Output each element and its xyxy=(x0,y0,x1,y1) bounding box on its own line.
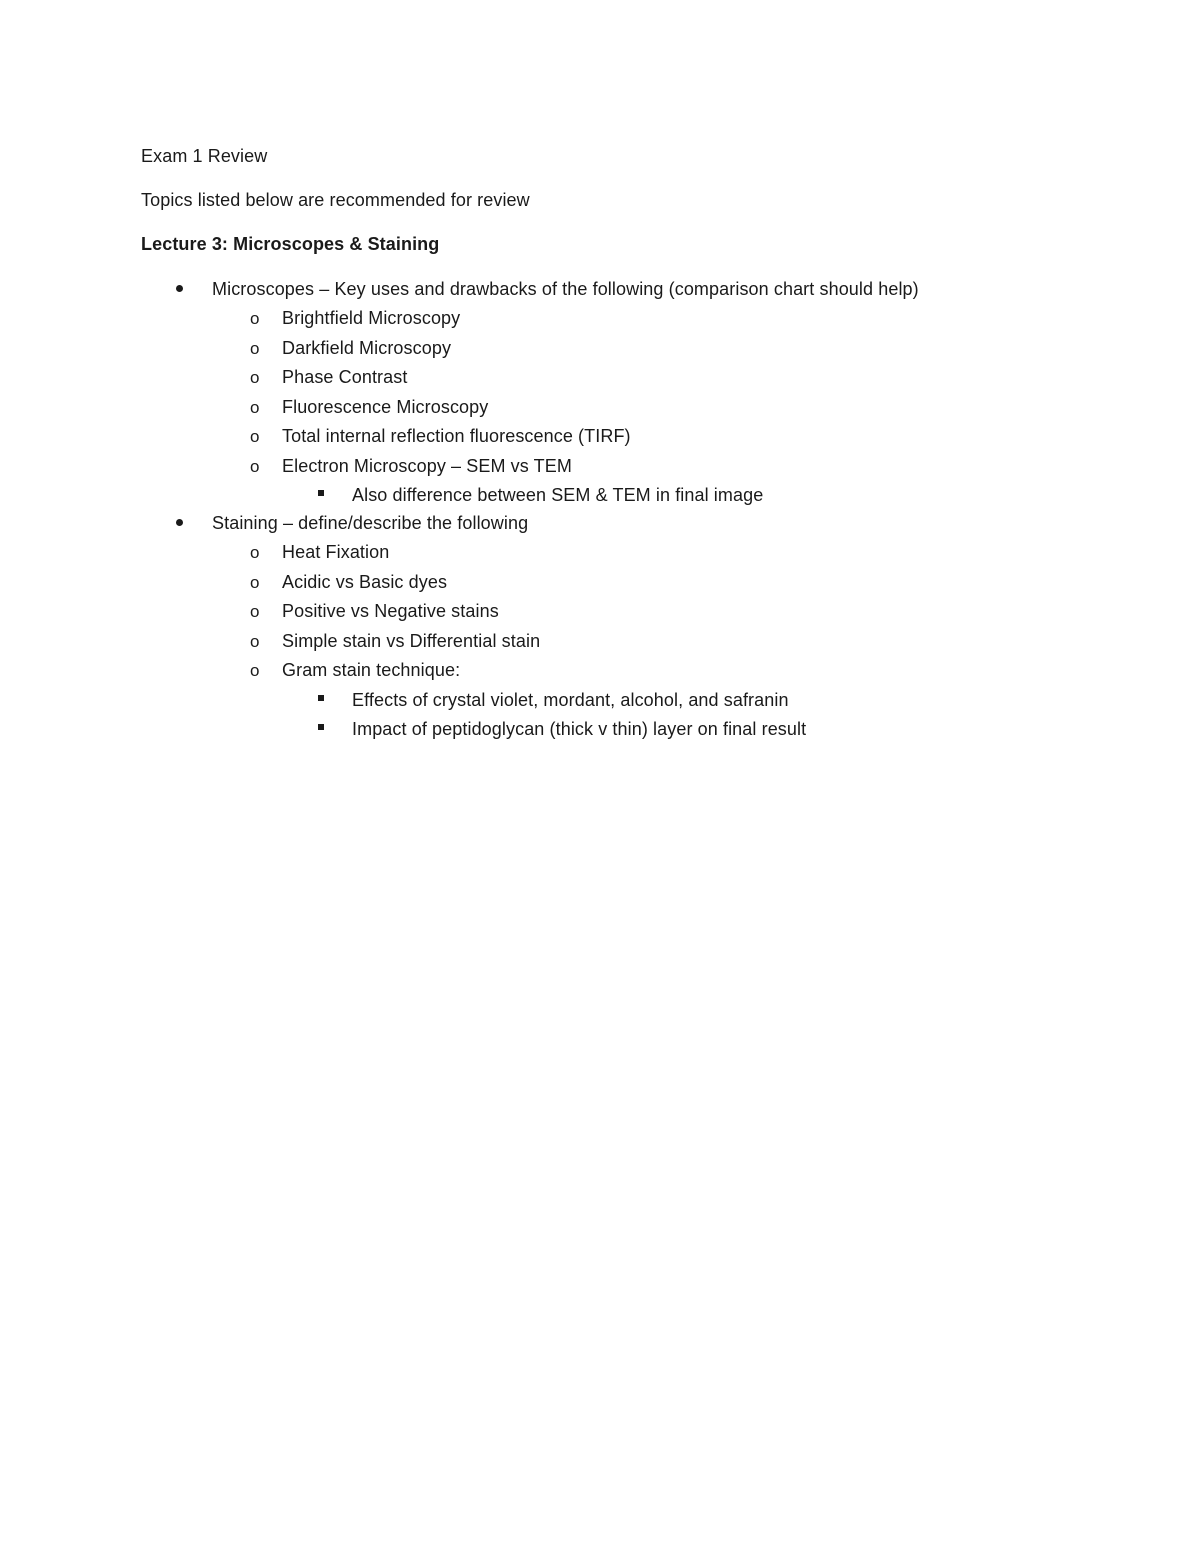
sub-bullet-icon: o xyxy=(250,427,260,446)
list-item: Electron Microscopy – SEM vs TEM xyxy=(282,456,572,476)
list-item-microscopes: Microscopes – Key uses and drawbacks of the following (comparison chart should help) xyxy=(212,279,919,299)
sub-bullet-icon: o xyxy=(250,573,260,592)
square-bullet-icon xyxy=(318,724,324,730)
sub-bullet-icon: o xyxy=(250,543,260,562)
list-item: Fluorescence Microscopy xyxy=(282,397,489,417)
list-item: Acidic vs Basic dyes xyxy=(282,572,448,592)
list-item: Gram stain technique: xyxy=(282,660,461,680)
list-item: Also difference between SEM & TEM in final image xyxy=(352,485,764,505)
list-item: Simple stain vs Differential stain xyxy=(282,631,541,651)
sub-bullet-icon: o xyxy=(250,309,260,328)
sub-bullet-icon: o xyxy=(250,339,260,358)
list-item: Brightfield Microscopy xyxy=(282,308,461,328)
list-item: Total internal reflection fluorescence (TIRF) xyxy=(282,426,631,446)
square-bullet-icon xyxy=(318,490,324,496)
square-bullet-icon xyxy=(318,695,324,701)
sub-bullet-icon: o xyxy=(250,368,260,387)
list-item: Impact of peptidoglycan (thick v thin) layer on final result xyxy=(352,719,807,739)
bullet-dot-icon xyxy=(176,285,183,292)
bullet-dot-icon xyxy=(176,519,183,526)
list-item: Phase Contrast xyxy=(282,367,408,387)
list-item: Darkfield Microscopy xyxy=(282,338,452,358)
sub-bullet-icon: o xyxy=(250,457,260,476)
list-item: Effects of crystal violet, mordant, alcohol, and safranin xyxy=(352,690,789,710)
list-item: Positive vs Negative stains xyxy=(282,601,499,621)
section-heading: Lecture 3: Microscopes & Staining xyxy=(141,234,440,254)
list-item-staining: Staining – define/describe the following xyxy=(212,513,529,533)
list-item: Heat Fixation xyxy=(282,542,390,562)
sub-bullet-icon: o xyxy=(250,602,260,621)
document-title: Exam 1 Review xyxy=(141,146,268,166)
sub-bullet-icon: o xyxy=(250,632,260,651)
sub-bullet-icon: o xyxy=(250,398,260,417)
sub-bullet-icon: o xyxy=(250,661,260,680)
intro-text: Topics listed below are recommended for review xyxy=(141,190,530,210)
